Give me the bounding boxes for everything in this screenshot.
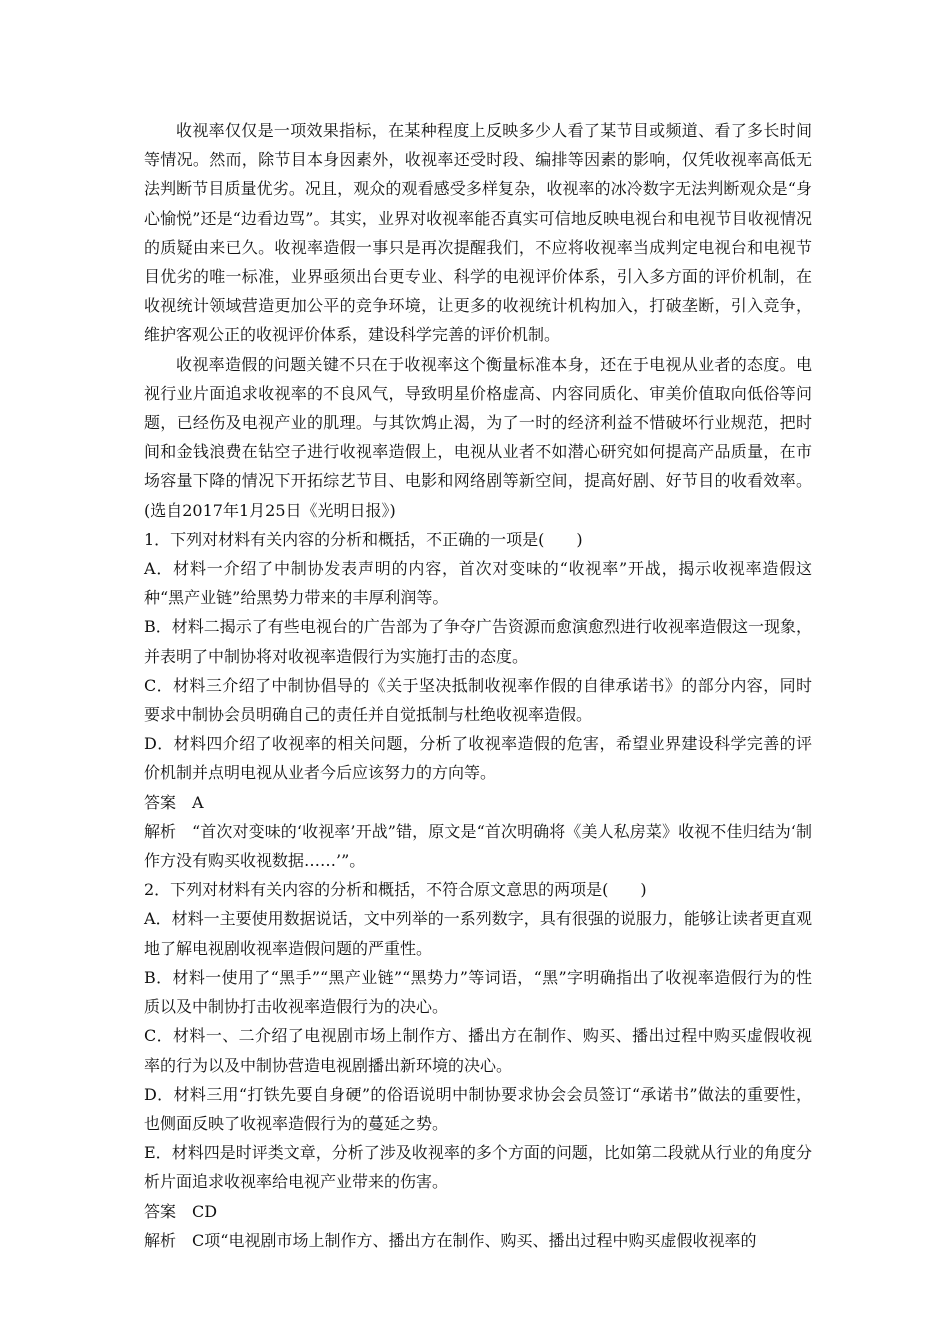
question-stem: 1．下列对材料有关内容的分析和概括，不正确的一项是( ) xyxy=(144,529,583,549)
answer-label: 答案 xyxy=(144,792,177,812)
analysis-text: C项“电视剧市场上制作方、播出方在制作、购买、播出过程中购买虚假收视率的 xyxy=(192,1230,757,1250)
analysis-label: 解析 xyxy=(144,1230,177,1250)
answer-value: A xyxy=(192,792,204,812)
answer-line xyxy=(144,1197,812,1226)
document-page xyxy=(144,116,812,1255)
analysis-line xyxy=(144,817,812,875)
question-option: A．材料一主要使用数据说话，文中列举的一系列数字，具有很强的说服力，能够让读者更直观地了解电视剧收视率造假问题的严重性。 xyxy=(144,909,812,958)
question-stem: 2．下列对材料有关内容的分析和概括，不符合原文意思的两项是( ) xyxy=(144,880,647,900)
passage-paragraph: 收视率仅仅是一项效果指标，在某种程度上反映多少人看了某节目或频道、看了多长时间等情况。然而，除节目本身因素外，收视率还受时段、编排等因素的影响，仅凭收视率高低无法判断节目质量优劣。况且，观众的观看感受多样复杂，收视率的冰冷数字无法判断观众是“身心愉悦”还是“边看边骂”。其实，业界对收视率能否真实可信地反映电视台和电视节目收视情况的质疑由来已久。收视率造假一事只是再次提醒我们，不应将收视率当成判定电视台和电视节目优劣的唯一标准，业界亟须出台更专业、科学的电视评价体系，引入多方面的评价机制，在收视统计领域营造更加公平的竞争环境，让更多的收视统计机构加入，打破垄断，引入竞争，维护客观公正的收视评价体系，建设科学完善的评价机制。 xyxy=(144,121,812,345)
answer-line xyxy=(144,788,812,817)
question-option: C．材料三介绍了中制协倡导的《关于坚决抵制收视率作假的自律承诺书》的部分内容，同时要求中制协会员明确自己的责任并自觉抵制与杜绝收视率造假。 xyxy=(144,675,812,725)
question-option: B．材料一使用了“黑手”“黑产业链”“黑势力”等词语，“黑”字明确指出了收视率造假行为的性质以及中制协打击收视率造假行为的决心。 xyxy=(144,967,812,1017)
answer-label: 答案 xyxy=(144,1201,177,1221)
answer-value: CD xyxy=(192,1201,218,1221)
analysis-text: “首次对变味的‘收视率’开战”错，原文是“首次明确将《美人私房菜》收视不佳归结为‘制作方没有购买收视数据……’”。 xyxy=(144,821,812,871)
passage-paragraph: 收视率造假的问题关键不只在于收视率这个衡量标准本身，还在于电视从业者的态度。电视行业片面追求收视率的不良风气，导致明星价格虚高、内容同质化、审美价值取向低俗等问题，已经伤及电视产业的肌理。与其饮鸩止渴，为了一时的经济利益不惜破坏行业规范，把时间和金钱浪费在钻空子进行收视率造假上，电视从业者不如潜心研究如何提高产品质量，在市场容量下降的情况下开拓综艺节目、电影和网络剧等新空间，提高好剧、好节目的收看效率。(选自2017年1月25日《光明日报》) xyxy=(144,354,812,520)
question-option: E．材料四是时评类文章，分析了涉及收视率的多个方面的问题，比如第二段就从行业的角度分析片面追求收视率给电视产业带来的伤害。 xyxy=(144,1143,812,1192)
question-option: D．材料四介绍了收视率的相关问题，分析了收视率造假的危害，希望业界建设科学完善的评价机制并点明电视从业者今后应该努力的方向等。 xyxy=(144,734,812,783)
question-option: D．材料三用“打铁先要自身硬”的俗语说明中制协要求协会会员签订“承诺书”做法的重要性，也侧面反映了收视率造假行为的蔓延之势。 xyxy=(144,1084,812,1133)
question-option: A．材料一介绍了中制协发表声明的内容，首次对变味的“收视率”开战，揭示收视率造假这种“黑产业链”给黑势力带来的丰厚利润等。 xyxy=(144,559,812,608)
analysis-line xyxy=(144,1226,812,1255)
analysis-label: 解析 xyxy=(144,821,177,841)
question-option: C．材料一、二介绍了电视剧市场上制作方、播出方在制作、购买、播出过程中购买虚假收视率的行为以及中制协营造电视剧播出新环境的决心。 xyxy=(144,1026,812,1075)
question-option: B．材料二揭示了有些电视台的广告部为了争夺广告资源而愈演愈烈进行收视率造假这一现象，并表明了中制协将对收视率造假行为实施打击的态度。 xyxy=(144,617,812,666)
